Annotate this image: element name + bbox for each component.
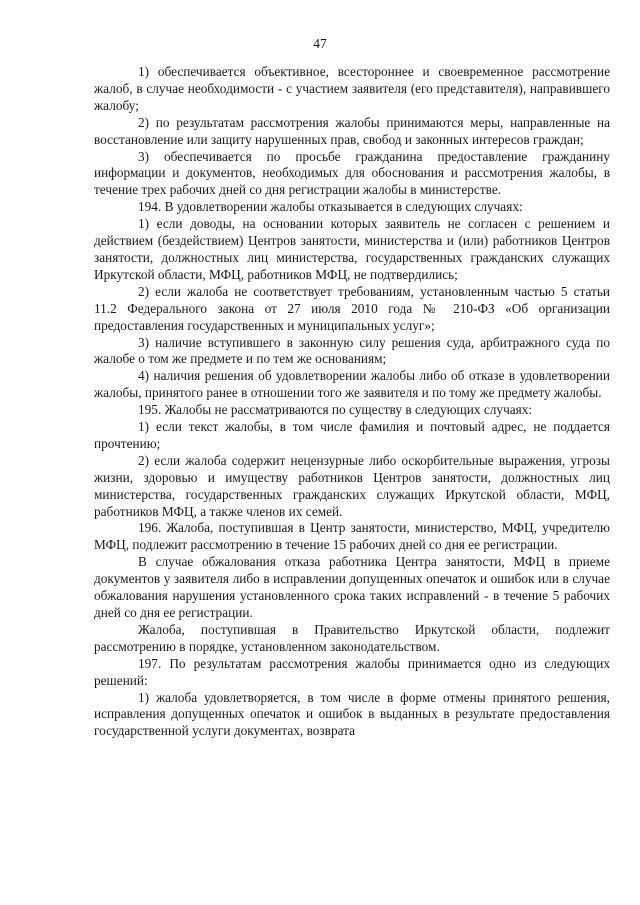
page-number: 47 (313, 36, 327, 51)
paragraph-195-item-2: 2) если жалоба содержит нецензурные либо оскорбительные выражения, угрозы жизни, здоровью и имуществу работников Центров занятости, должностных лиц министерства, государственных гражданских служащих Иркутской области, МФЦ, работников МФЦ, а также членов их семей. (94, 452, 610, 519)
paragraph-194-item-3: 3) наличие вступившего в законную силу решения суда, арбитражного суда по жалобе о том же предмете и по тем же основаниям; (94, 334, 610, 367)
document-body (94, 64, 610, 740)
paragraph-195-heading: 195. Жалобы не рассматриваются по существу в следующих случаях: (138, 402, 533, 418)
paragraph-196: 196. Жалоба, поступившая в Центр занятости, министерство, МФЦ, учредителю МФЦ, подлежит рассмотрению в течение 15 рабочих дней со дня ее регистрации. (94, 520, 610, 553)
paragraph-196-appeal: В случае обжалования отказа работника Центра занятости, МФЦ в приеме документов у заявителя либо в исправлении допущенных опечаток и ошибок или в случае обжалования нарушения установленного срока таких исправлений - в течение 5 рабочих дней со дня ее регистрации. (94, 554, 610, 620)
paragraph-194-item-1: 1) если доводы, на основании которых заявитель не согласен с решением и действием (бездействием) Центров занятости, министерства и (или) работников Центров занятости, должностных лиц министерства, государственных гражданских служащих Иркутской области, МФЦ, работников МФЦ, не подтвердились; (94, 216, 610, 282)
paragraph-194-item-4: 4) наличия решения об удовлетворении жалобы либо об отказе в удовлетворении жалобы, принятого ранее в отношении того же заявителя и по тому же предмету жалобы. (94, 368, 610, 401)
paragraph-194-heading: 194. В удовлетворении жалобы отказывается в следующих случаях: (138, 199, 523, 215)
paragraph-193-item-3: 3) обеспечивается по просьбе гражданина предоставление гражданину информации и документов, необходимых для обоснования и рассмотрения жалобы, в течение трех рабочих дней со дня регистрации жалобы в министерстве. (94, 148, 610, 198)
paragraph-193-item-2: 2) по результатам рассмотрения жалобы принимаются меры, направленные на восстановление или защиту нарушенных прав, свобод и законных интересов граждан; (94, 114, 610, 147)
paragraph-197-item-1: 1) жалоба удовлетворяется, в том числе в форме отмены принятого решения, исправления допущенных опечаток и ошибок в выданных в результате предоставления государственной услуги документах, возврата (94, 689, 610, 739)
paragraph-193-item-1: 1) обеспечивается объективное, всестороннее и своевременное рассмотрение жалоб, в случае необходимости - с участием заявителя (его представителя), направившего жалобу; (94, 64, 610, 113)
paragraph-194-item-2: 2) если жалоба не соответствует требованиям, установленным частью 5 статьи 11.2 Федерального закона от 27 июля 2010 года № 210-ФЗ «Об организации предоставления государственных и муниципальных услуг»; (94, 283, 610, 333)
paragraph-197-heading: 197. По результатам рассмотрения жалобы принимается одно из следующих решений: (94, 655, 610, 688)
paragraph-195-item-1: 1) если текст жалобы, в том числе фамилия и почтовый адрес, не поддается прочтению; (94, 419, 610, 451)
paragraph-196-government: Жалоба, поступившая в Правительство Иркутской области, подлежит рассмотрению в порядке, установленном законодательством. (94, 621, 610, 654)
